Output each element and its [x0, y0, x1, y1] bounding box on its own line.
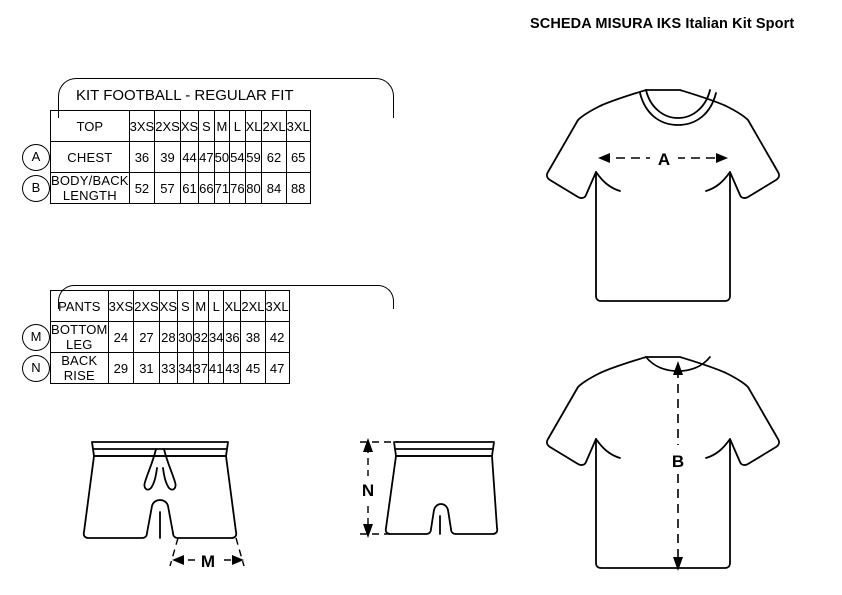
- measure-value: 52: [129, 173, 155, 204]
- measure-value: 59: [245, 142, 262, 173]
- measure-value: 50: [214, 142, 229, 173]
- arrow-head-bottom: [673, 557, 683, 571]
- measure-value: 36: [224, 322, 241, 353]
- measure-value: 88: [286, 173, 310, 204]
- measure-value: 29: [108, 353, 134, 384]
- pants-size-table: [22, 290, 290, 384]
- size-header: L: [209, 291, 224, 322]
- dimension-label-n: N: [361, 481, 375, 500]
- size-header: XS: [180, 111, 198, 142]
- size-header: 2XS: [155, 111, 181, 142]
- measure-value: 36: [129, 142, 155, 173]
- measure-value: 65: [286, 142, 310, 173]
- size-header: L: [230, 111, 245, 142]
- page-title: SCHEDA MISURA IKS Italian Kit Sport: [530, 16, 795, 32]
- table-row: [22, 111, 310, 142]
- arrow-head-top: [363, 438, 373, 452]
- measure-value: 44: [180, 142, 198, 173]
- size-header: S: [199, 111, 214, 142]
- top-banner-label: KIT FOOTBALL - REGULAR FIT: [76, 87, 294, 104]
- row-label: BOTTOM LEG: [51, 322, 108, 352]
- table-row: [22, 142, 310, 173]
- table-row: [22, 322, 289, 353]
- row-code-badge: M: [22, 324, 50, 351]
- measure-value: 84: [262, 173, 286, 204]
- size-header: XL: [245, 111, 262, 142]
- pants-section-label: PANTS: [51, 291, 109, 322]
- size-header: 3XS: [129, 111, 155, 142]
- row-code-blank: [22, 111, 51, 142]
- measure-value: 38: [241, 322, 265, 353]
- measure-value: 28: [159, 322, 177, 353]
- measure-value: 71: [214, 173, 229, 204]
- arrow-head-top: [673, 361, 683, 375]
- size-header: M: [193, 291, 208, 322]
- measure-value: 80: [245, 173, 262, 204]
- measure-value: 33: [159, 353, 177, 384]
- row-code-blank: [22, 291, 51, 322]
- size-header: XS: [159, 291, 177, 322]
- row-code-badge: N: [22, 355, 50, 382]
- row-code-cell: [22, 173, 51, 204]
- arrow-head-left: [598, 153, 610, 163]
- measure-value: 32: [193, 322, 208, 353]
- measure-value: 42: [265, 322, 289, 353]
- size-header: M: [214, 111, 229, 142]
- top-section-label: TOP: [51, 111, 130, 142]
- shirt-back-diagram: [528, 335, 828, 585]
- row-label: BODY/BACK LENGTH: [51, 173, 129, 203]
- dimension-label-a: A: [657, 150, 671, 169]
- size-header: 3XS: [108, 291, 134, 322]
- row-code-cell: [22, 322, 51, 353]
- measure-value: 54: [230, 142, 245, 173]
- row-code-cell: [22, 142, 51, 173]
- measure-value: 45: [241, 353, 265, 384]
- shorts-front-diagram: [60, 420, 280, 590]
- table-row: [22, 291, 289, 322]
- row-label: BACK RISE: [51, 353, 109, 384]
- measure-value: 24: [108, 322, 134, 353]
- measure-value: 41: [209, 353, 224, 384]
- row-code-cell: [22, 353, 51, 384]
- measure-value: 39: [155, 142, 181, 173]
- measure-value: 47: [265, 353, 289, 384]
- measure-value: 43: [224, 353, 241, 384]
- size-header: 3XL: [286, 111, 310, 142]
- shorts-side-diagram: [318, 420, 538, 590]
- measure-value: 62: [262, 142, 286, 173]
- measure-value: 34: [209, 322, 224, 353]
- measure-value: 76: [230, 173, 245, 204]
- dimension-label-m: M: [200, 552, 216, 571]
- measure-value: 34: [178, 353, 193, 384]
- measure-value: 37: [193, 353, 208, 384]
- measure-value: 66: [199, 173, 214, 204]
- size-header: 3XL: [265, 291, 289, 322]
- measure-value: 57: [155, 173, 181, 204]
- dimension-label-b: B: [671, 452, 685, 471]
- size-header: 2XL: [262, 111, 286, 142]
- row-code-badge: B: [22, 175, 50, 202]
- size-header: XL: [224, 291, 241, 322]
- table-row: [22, 353, 289, 384]
- measure-value: 30: [178, 322, 193, 353]
- row-code-badge: A: [22, 144, 50, 171]
- measure-value: 27: [134, 322, 160, 353]
- table-row: [22, 173, 310, 204]
- size-header: S: [178, 291, 193, 322]
- arrow-head-left: [172, 555, 184, 565]
- arrow-head-right: [232, 555, 244, 565]
- measure-value: 31: [134, 353, 160, 384]
- arrow-head-bottom: [363, 524, 373, 538]
- size-header: 2XL: [241, 291, 265, 322]
- row-label: CHEST: [51, 142, 130, 173]
- shirt-front-diagram: [528, 60, 828, 320]
- measure-value: 61: [180, 173, 198, 204]
- top-size-table: [22, 110, 311, 204]
- measure-value: 47: [199, 142, 214, 173]
- arrow-head-right: [716, 153, 728, 163]
- size-header: 2XS: [134, 291, 160, 322]
